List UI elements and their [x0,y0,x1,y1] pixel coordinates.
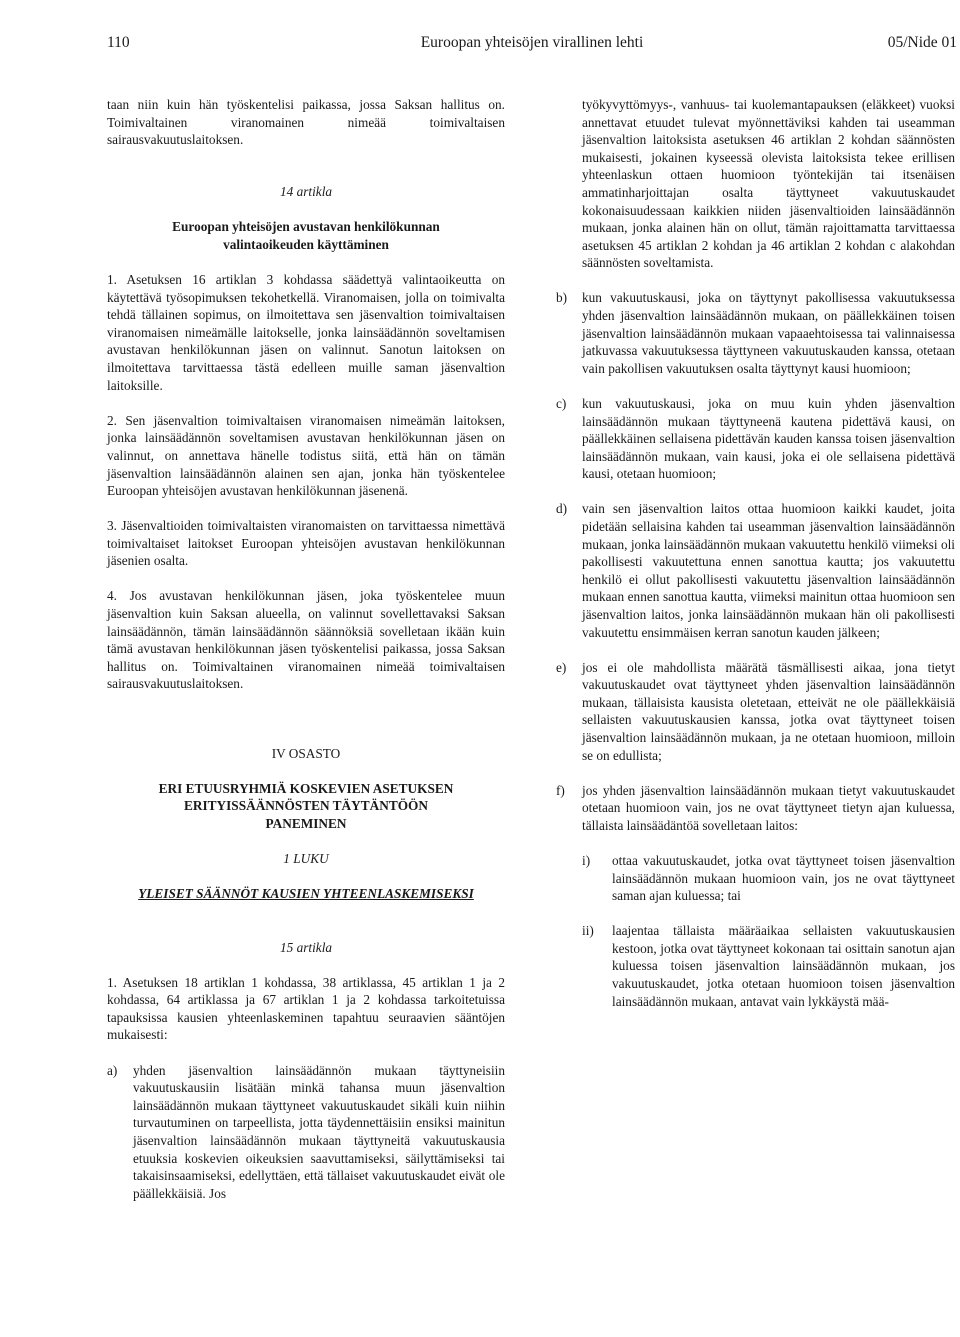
sub-item-text: laajentaa tällaista määräaikaa sellaisten vakuutuskausien kestoon, jotka ovat täyttyneet kokonaan tai osittain sanotun ajan kuluessa toisen jäsenvaltion lainsäädännön mukaan, jos vakuutuskaudet, jotka otetaan huomioon toisen jäsenvaltion lainsäädännön mukaan, antavat vain lykkäystä mää- [612,923,955,1009]
list-item-label: a) [107,1062,118,1078]
page-number: 110 [107,34,130,51]
list-item-text: vain sen jäsenvaltion laitos ottaa huomioon kaikki kaudet, joita pidetään sellaisina kahden tai useamman jäsenvaltion lainsäädännön mukaan, jonka lainsäädännön mukaan vakuutettu henkilö viimeksi oli pakollisesti vakuutettuna ennen sanottua kautta; jos vakuutettu henkilö ei ollut pakollisesti vakuutettu jäsenvaltion lainsäädännön mukaan ennen sanottua kautta, viimeksi mainitun ottaa huomioon sen jäsenvaltion laitos, jonka lainsäädännön mukaan hän oli pakollisesti vakuutettu ensimmäisen kerran sanotun kauden jälkeen; [582,501,955,640]
sub-item-i [582,852,955,905]
list-item-text: yhden jäsenvaltion lainsäädännön mukaan täyttyneisiin vakuutuskausiin lisätään minkä tahansa muun jäsenvaltion lainsäädännön mukaan täyttyneet vakuutuskaudet sikäli kuin niihin turvautuminen on tarpeellista, jotta täydennettäisiin ensiksi mainitun jäsenvaltion lainsäädännön mukaan täyttyneitä vakuutuskausia etuuksia koskevien oikeuksien saavuttamiseksi, säilyttämiseksi tai takaisinsaamiseksi, edellyttäen, että tällaiset vakuutuskaudet eivät ole päällekkäisiä. Jos [133,1062,505,1201]
list-item-text: jos ei ole mahdollista määrätä täsmällisesti aikaa, jona tietyt vakuutuskaudet ovat täyttyneet yhden jäsenvaltion lainsäädännön mukaan, tällaisista kausista oletetaan, etteivät ne ole päällekkäisiä sellaisten vakuutuskausien kanssa, jotka ovat täyttyneet toisen jäsenvaltion lainsäädännön mukaan, ja ne otetaan huomioon, milloin se on edullista; [582,659,955,763]
chapter-heading: 1 LUKU [283,851,329,867]
article-15-heading: 15 artikla [279,939,333,955]
list-item-c [556,395,955,483]
journal-title: Euroopan yhteisöjen virallinen lehti [420,34,644,51]
sub-item-ii [582,922,955,1010]
right-column [556,96,955,1010]
sub-item-text: ottaa vakuutuskaudet, jotka ovat täyttyneet toisen jäsenvaltion lainsäädännön mukaan huomioon vain, jos ne ovat täyttyneet saman ajan kuluessa; tai [612,852,955,904]
article-14-paragraph-3: 3. Jäsenvaltioiden toimivaltaisten viranomaisten on tarvittaessa nimettävä toimivaltaiset laitokset Euroopan yhteisöjen avustavan henkilökunnan jäsenien osalta. [107,518,505,569]
list-item-label: e) [556,659,567,675]
sub-item-label: ii) [582,923,594,939]
volume-label: 05/Nide 01 [887,34,957,51]
intro-paragraph: taan niin kuin hän työskentelisi paikassa, jossa Saksan hallitus on. Toimivaltainen viranomainen nimeää toimivaltaisen sairausvakuutuslaitoksen. [107,97,505,148]
list-item-b [556,289,955,377]
list-item-text: kun vakuutuskausi, joka on muu kuin yhden jäsenvaltion lainsäädännön mukaan täyttyneenä kautena pidettävä kausi, on päällekkäinen sellaisena pidettävän kauden kanssa toisen jäsenvaltion lainsäädännön mukaan, vain kausi, joka ei ole sellaisena pidettävä kausi, otetaan huomioon; [582,395,955,482]
article-14-heading: 14 artikla [279,183,333,199]
list-item-d [556,500,955,641]
sub-item-label: i) [582,852,591,868]
list-item-label: f) [556,782,565,798]
list-item-label: b) [556,290,568,306]
article-14-paragraph-4: 4. Jos avustavan henkilökunnan jäsen, joka työskentelee muun jäsenvaltion kuin Saksan alueella, on valinnut sovellettavaksi Saksan lainsäädännön, tämän lainsäädännön säännöksiä sovelletaan ikään kuin tämä avustavan henkilökunnan jäsen työskentelisi paikassa, jossa Saksan hallitus on. Toimivaltainen viranomainen nimeää toimivaltaisen sairausvakuutuslaitoksen. [107,588,505,692]
list-item-label: d) [556,501,568,517]
continued-paragraph: työkyvyttömyys-, vanhuus- tai kuolemantapauksen (eläkkeet) vuoksi annettavat etuudet tulevat myönnettäviksi kahden tai useamman jäsenvaltion laitoksista asetuksen 46 artiklan 2 kohdan säännösten mukaisesti, jokainen kyseessä olevista laitoksista tekee erillisen yhteenlaskun ottaen huomioon työntekijän tai itsenäisen ammatinharjoittajan osalta täyttyneet vakuutuskaudet kokonaisuudessaan kaikkien niiden jäsenvaltioiden lainsäädännön mukaan, jonka alainen hän on ollut, tämän rajoittamatta tarvittaessa asetuksen 45 artiklan 2 kohdan ja 46 artiklan 2 kohdan c alakohdan säännösten soveltamista. [582,97,955,271]
list-item-text: jos yhden jäsenvaltion lainsäädännön mukaan tietyt vakuutuskaudet otetaan huomioon vain, jos ne ovat täyttyneet tietyn ajan kuluessa, tällaista lainsäädäntöä sovelletaan laitos: [582,782,955,833]
list-item-e [556,659,955,765]
article-14-paragraph-2: 2. Sen jäsenvaltion toimivaltaisen viranomaisen nimeämän laitoksen, jonka lainsäädännön soveltamisen avustavan henkilökunnan jäsen on valinnut, on annettava hänelle todistus siitä, että hän on tämän jäsenvaltion lainsäädännön alainen sen ajan, jonka hän työskentelee Euroopan yhteisöjen avustavan henkilökunnan jäsenenä. [107,412,505,499]
article-15-paragraph-1: 1. Asetuksen 18 artiklan 1 kohdassa, 38 artiklassa, 45 artiklan 1 ja 2 kohdassa, 64 artiklassa ja 67 artiklan 1 ja 2 kohdassa tarkoitetuissa tapauksissa kausien yhteenlaskeminen tapahtuu seuraavien sääntöjen mukaisesti: [107,974,505,1043]
part-heading: IV OSASTO [271,746,341,762]
page-header [107,34,957,58]
part-title: ERI ETUUSRYHMIÄ KOSKEVIEN ASETUKSEN ERITYISSÄÄNNÖSTEN TÄYTÄNTÖÖN PANEMINEN [158,780,454,831]
list-item-text: kun vakuutuskausi, joka on täyttynyt pakollisessa vakuutuksessa yhden jäsenvaltion lainsäädännön mukaan, on päällekkäinen toisen jäsenvaltion lainsäädännön mukaan vapaaehtoisessa tai valinnaisessa jatkuvassa vakuutuksessa täyttyneen vakuutuskauden kanssa, otetaan vain pakollisen vakuutuksen osalta täyttynyt kausi huomioon; [582,290,955,376]
list-item-label: c) [556,395,567,411]
list-item-f [556,782,955,835]
left-column [107,96,505,1202]
list-item-a [107,1062,505,1203]
article-14-paragraph-1: 1. Asetuksen 16 artiklan 3 kohdassa säädettyä valintaoikeutta on käytettävä työsopimuksen tekohetkellä. Viranomaisen, jolla on toimivalta tehdä tällainen sopimus, on ilmoitettava sen jäsenvaltion toimivaltaisen viranomaisen nimeämälle laitokselle, jonka lainsäädännön soveltamisen avustavan henkilökunnan jäsen on valinnut. Sanotun laitoksen on ilmoitettava tarvittaessa tästä edelleen muille saman jäsenvaltion laitoksille. [107,272,505,393]
article-14-title: Euroopan yhteisöjen avustavan henkilökunnan valintaoikeuden käyttäminen [172,219,440,252]
chapter-title: YLEISET SÄÄNNÖT KAUSIEN YHTEENLASKEMISEKSI [138,886,474,901]
